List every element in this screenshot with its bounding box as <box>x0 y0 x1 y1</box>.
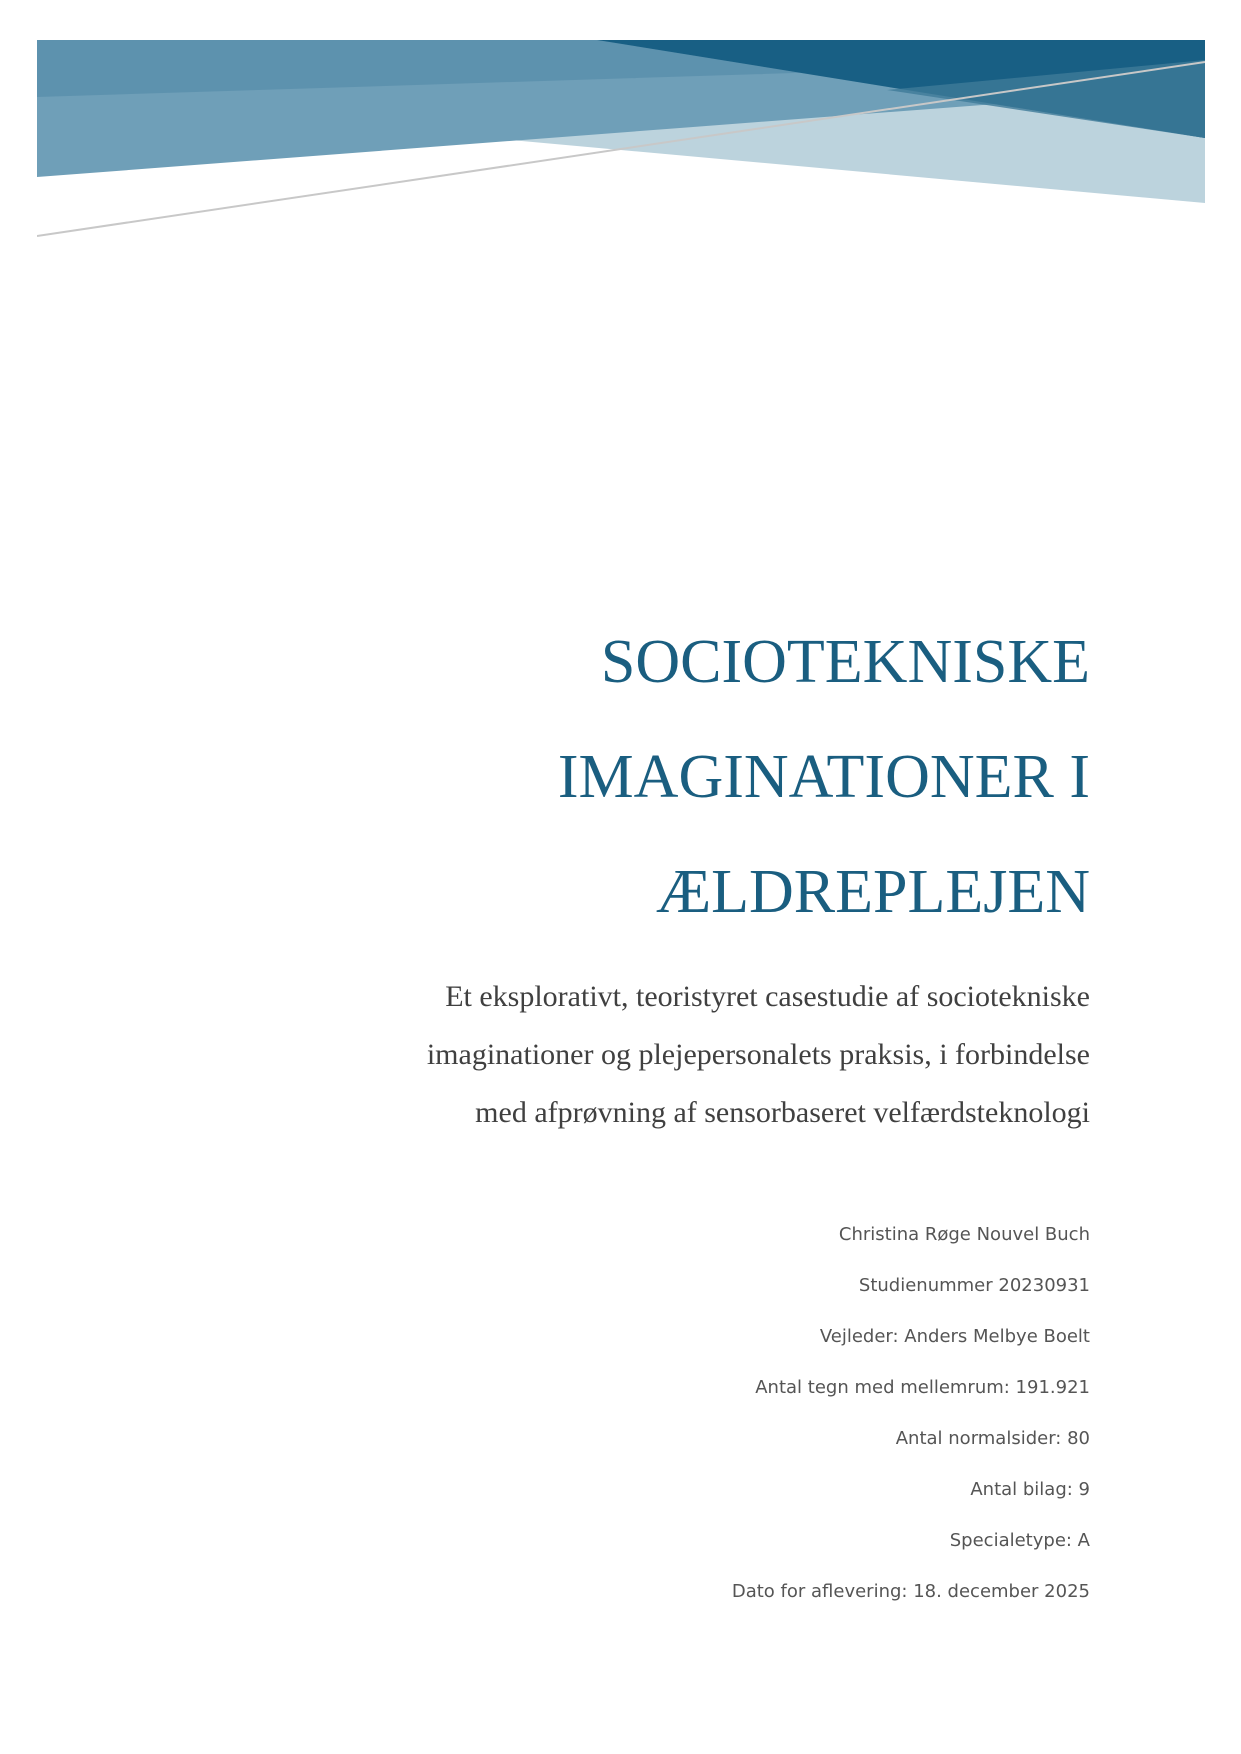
character-count: Antal tegn med mellemrum: 191.921 <box>755 1377 1090 1398</box>
document-metadata <box>490 1222 1090 1630</box>
normal-pages: Antal normalsider: 80 <box>895 1428 1090 1449</box>
student-number: Studienummer 20230931 <box>858 1275 1090 1296</box>
title-line: IMAGINATIONER I <box>557 743 1090 811</box>
supervisor: Vejleder: Anders Melbye Boelt <box>819 1326 1090 1347</box>
submission-date: Dato for aflevering: 18. december 2025 <box>731 1581 1090 1602</box>
subtitle-line: Et eksplorativt, teoristyret casestudie af sociotekniske <box>445 980 1090 1013</box>
document-subtitle <box>270 968 1090 1142</box>
document-title <box>390 605 1090 950</box>
subtitle-line: imaginationer og plejepersonalets praksis, i forbindelse <box>426 1038 1090 1071</box>
subtitle-line: med afprøvning af sensorbaseret velfærdsteknologi <box>475 1096 1090 1129</box>
title-line: SOCIOTEKNISKE <box>600 628 1090 696</box>
header-decoration-band <box>37 40 1205 240</box>
title-line: ÆLDREPLEJEN <box>656 858 1090 926</box>
thesis-type: Specialetype: A <box>949 1530 1090 1551</box>
author-name: Christina Røge Nouvel Buch <box>838 1224 1090 1245</box>
appendix-count: Antal bilag: 9 <box>970 1479 1090 1500</box>
